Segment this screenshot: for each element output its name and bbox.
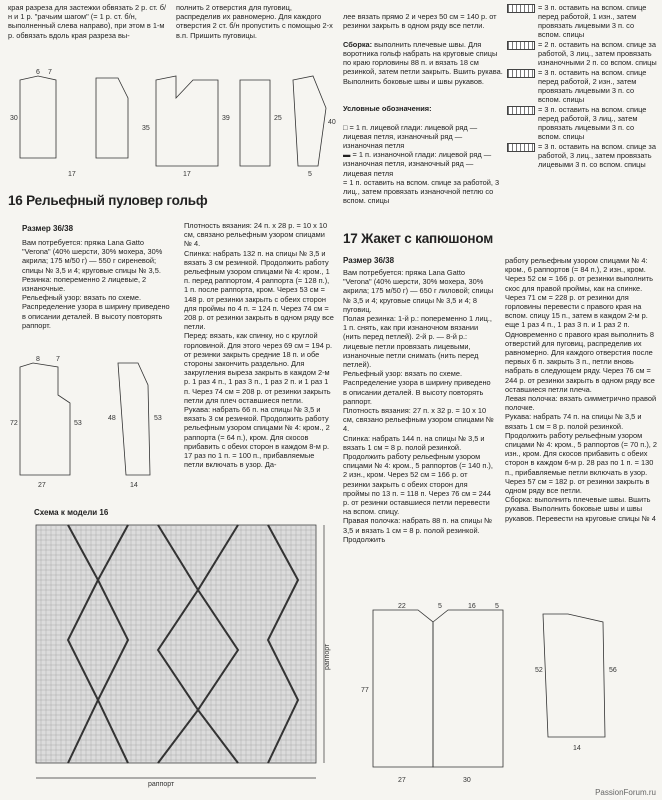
- schematic-piece: [293, 76, 326, 166]
- rapport-horizontal-label: раппорт: [148, 781, 175, 788]
- cable-symbol-icon: [507, 69, 535, 78]
- model17-size: Размер 36/38: [343, 256, 395, 265]
- schematic-piece: [118, 363, 150, 475]
- svg-text:14: 14: [573, 745, 581, 752]
- top-text-col3-intro: лее вязать прямо 2 и через 50 см = 140 р. от резинки закрыть в одном ряду все петли.: [343, 12, 497, 31]
- svg-text:53: 53: [154, 415, 162, 422]
- svg-text:6: 6: [36, 69, 40, 76]
- svg-text:22: 22: [398, 603, 406, 610]
- symbols-text: □ = 1 п. лицевой глади: лицевой ряд — лицевая петля, изнаночный ряд — изнаночная петля ▬ = 1 п. изнаночной глади: лицевой ряд — изнаночная петля, изнаночный ряд — лицевая петля = 1 п. оставить на вспом. спице за работой, 3 лиц., затем провязать изнаночной петлю со вспом. спицы: [343, 122, 500, 206]
- model16-left-text: Вам потребуется: пряжа Lana Gatto "Verona" (40% шерсти, 30% мохера, 30% акрила; 175 м/50 г) — 550 г сиреневой; спицы № 3,5 и 4; круговые спицы № 3,5. Резинка: попеременно 2 лицевые, 2 изнаночные. Рельефный узор: вязать по схеме. Распределение узора в ширину приведено в описании деталей. В высоту повторять раппорт.: [22, 238, 170, 330]
- svg-text:35: 35: [142, 125, 150, 132]
- svg-text:48: 48: [108, 415, 116, 422]
- rapport-vertical-label: раппорт: [324, 643, 331, 670]
- schematic-piece: [20, 76, 56, 158]
- model16-title: 16 Рельефный пуловер гольф: [8, 193, 208, 208]
- svg-text:56: 56: [609, 667, 617, 674]
- watermark: PassionForum.ru: [595, 788, 656, 797]
- svg-text:7: 7: [56, 356, 60, 363]
- model17-col2: работу рельефным узором спицами № 4: кром., 6 раппортов (= 84 п.), 2 изн., кром. Через 52 см = 166 р. от резинки выполнить скос для правой проймы, как на спинке. Через 71 см = 228 р. от резинки для горловины перевести с правого края на вспом. спицу 15 п., затем в каждом 2-м р. еще 1 раз 4 п., 1 раз 3 п. и 1 раз 2 п. Одновременно с правого края выполнить 8 отверстий для пуговиц, распределив их равномерно. Для каждого отверстия после первых 6 п. закрыть 3 п., петли вновь набрать в следующем ряду. Через 76 см = 244 р. от резинки закрыть в одном ряду все оставшиеся петли плеча. Левая полочка: вязать симметрично правой полочке. Рукава: набрать 74 п. на спицы № 3,5 и вязать 1 см = 8 р. полой резинкой. Продолжить работу рельефным узором спицами № 4: кром., 5 раппортов (= 70 п.), 2 изн., кром. Для скосов прибавить с обеих сторон в каждом 6-м р. 28 раз по 1 п. = 130 п., прибавляемые петли включать в узор. Через 57 см = 182 р. от резинки закрыть в одном ряду все петли. Сборка: выполнить плечевые швы. Вшить рукава. Выполнить боковые швы и швы рукавов. Перевести на круговые спицы № 4: [505, 256, 658, 523]
- cable-symbol-icon: [507, 4, 535, 13]
- svg-text:7: 7: [48, 69, 52, 76]
- symbols-label: Условные обозначения:: [343, 104, 432, 114]
- legend-item: = 3 п. оставить на вспом. спице перед работой, 2 изн., затем провязать лицевыми 3 п. со вспом. спицы: [507, 68, 657, 104]
- svg-text:5: 5: [495, 603, 499, 610]
- model16-size: Размер 36/38: [22, 224, 74, 233]
- schematic-piece: [96, 78, 128, 158]
- knitting-chart: [28, 520, 333, 790]
- model16-schematics: [8, 355, 178, 490]
- cable-symbol-icon: [507, 106, 535, 115]
- model17-col1: Вам потребуется: пряжа Lana Gatto "Verona" (40% шерсти, 30% мохера, 30% акрила; 175 м/50 г) — 650 г лиловой; спицы № 3,5 и 4; круговые спицы № 3,5 и 4; 8 пуговиц. Полая резинка: 1-й р.: попеременно 1 лиц., 1 п. снять, как при изнаночном вязании (нить перед петлей). 2-й р. — 8-й р.: лицевые петли провязать лицевыми, изнаночные петли снимать (нить перед петлей). Рельефный узор: вязать по схеме. Распределение узора в ширину приведено в описании деталей. В высоту повторять раппорт. Плотность вязания: 27 п. х 32 р. = 10 х 10 см, связано рельефным узором спицами № 4. Спинка: набрать 144 п. на спицы № 3,5 и вязать 1 см = 8 р. полой резинкой. Продолжить работу рельефным узором спицами № 4: кром., 5 раппортов (= 140 п.), 2 изн., кром. Через 52 см = 166 р. от резинки закрыть с обеих сторон для проймы по 13 п. = 118 п. Через 76 см = 244 р. от резинки оставшиеся петли перевести на вспом. спицу. Правая полочка: набрать 88 п. на спицы № 3,5 и вязать 1 см = 8 р. полой резинкой. Продолжить: [343, 268, 494, 544]
- svg-text:53: 53: [74, 420, 82, 427]
- schematic-piece: [543, 614, 605, 737]
- svg-text:40: 40: [328, 119, 336, 126]
- svg-text:77: 77: [361, 687, 369, 694]
- svg-text:72: 72: [10, 420, 18, 427]
- svg-text:39: 39: [222, 115, 230, 122]
- svg-text:17: 17: [68, 171, 76, 178]
- svg-text:27: 27: [38, 482, 46, 489]
- schematic-piece: [240, 80, 270, 166]
- symbol-legend: [507, 3, 657, 170]
- assembly-text: выполнить плечевые швы. Для воротника гольф набрать на круговые спицы по краю горловины 88 п. и вязать 18 см резинкой, затем петли закрыть. Вшить рукава. Выполнить боковые швы и швы рукавов.: [343, 39, 503, 86]
- svg-text:27: 27: [398, 777, 406, 784]
- svg-text:8: 8: [36, 356, 40, 363]
- svg-text:16: 16: [468, 603, 476, 610]
- svg-text:17: 17: [183, 171, 191, 178]
- chart-title: Схема к модели 16: [34, 508, 109, 517]
- svg-text:30: 30: [463, 777, 471, 784]
- schematic-piece: [433, 610, 503, 767]
- model16-right-text: Плотность вязания: 24 п. х 28 р. = 10 х 10 см, связано рельефным узором спицами № 4. Спинка: набрать 132 п. на спицы № 3,5 и вязать 3 см резинкой. Продолжить работу рельефным узором спицами № 4: кром., 1 п. перед раппортом, 4 раппорта (= 128 п.), 1 п. после раппорта, кром. Через 53 см = 148 р. от резинки закрыть с обеих сторон для проймы по 4 п. = 124 п. Через 74 см = 208 р. от резинки закрыть в одном ряду все петли. Перед: вязать, как спинку, но с круглой горловиной. Для этого через 69 см = 194 р. от резинки закрыть средние 18 п. и обе стороны закончить раздельно. Для закругления выреза закрыть в каждом 2-м р. 1 раз 4 п., 1 раз 3 п., 1 раз 2 п. и 1 раз 1 п. Через 74 см = 208 р. от резинки закрыть петли для плеч оставшиеся петли. Рукава: набрать 66 п. на спицы № 3,5 и вязать 3 см резинкой. Продолжить работу рельефным узором спицами № 4: кром., 2 раппорта (= 64 п.), кром. Для скосов прибавить с обеих сторон в каждом 8-м р. 17 раз по 1 п. = 100 п., прибавляемые петли включать в узор. Да-: [184, 221, 334, 470]
- legend-item: = 3 п. оставить на вспом. спице перед работой, 3 лиц., затем провязать лицевыми 3 п. со вспом. спицы: [507, 105, 657, 141]
- svg-text:14: 14: [130, 482, 138, 489]
- schematic-piece: [20, 363, 70, 475]
- top-text-col3: [343, 3, 503, 205]
- model17-title: 17 Жакет с капюшоном: [343, 231, 494, 246]
- svg-text:52: 52: [535, 667, 543, 674]
- schematic-piece: [156, 76, 218, 166]
- legend-item: = 3 п. оставить на вспом. спице за работой, 3 лиц., затем провязать лицевыми 3 п. со вспом. спицы: [507, 142, 657, 169]
- assembly-label: Сборка:: [343, 39, 373, 49]
- top-text-col1: края разреза для застежки обвязать 2 р. ст. б/н и 1 р. "рачьим шагом" (= 1 р. ст. б/н, выполненный слева направо), при этом в 1-м р. обвязать вдоль края разреза вы-: [8, 3, 167, 40]
- cable-symbol-icon: [507, 143, 535, 152]
- cable-symbol-icon: [507, 41, 535, 50]
- svg-text:25: 25: [274, 115, 282, 122]
- svg-text:5: 5: [308, 171, 312, 178]
- svg-text:30: 30: [10, 115, 18, 122]
- top-text-col2: полнить 2 отверстия для пуговиц, распределив их равномерно. Для каждого отверстия 2 ст. б/н пропустить с помощью 2-х в.п. Пришить пуговицы.: [176, 3, 333, 40]
- model17-schematics: [343, 602, 655, 792]
- top-schematics: [8, 68, 338, 183]
- svg-text:5: 5: [438, 603, 442, 610]
- legend-item: = 2 п. оставить на вспом. спице за работой, 3 лиц., затем провязать изнаночными 2 п. со вспом. спицы: [507, 40, 657, 67]
- schematic-piece: [373, 610, 433, 767]
- legend-item: = 3 п. оставить на вспом. спице перед работой, 1 изн., затем провязать лицевыми 3 п. со вспом. спицы: [507, 3, 657, 39]
